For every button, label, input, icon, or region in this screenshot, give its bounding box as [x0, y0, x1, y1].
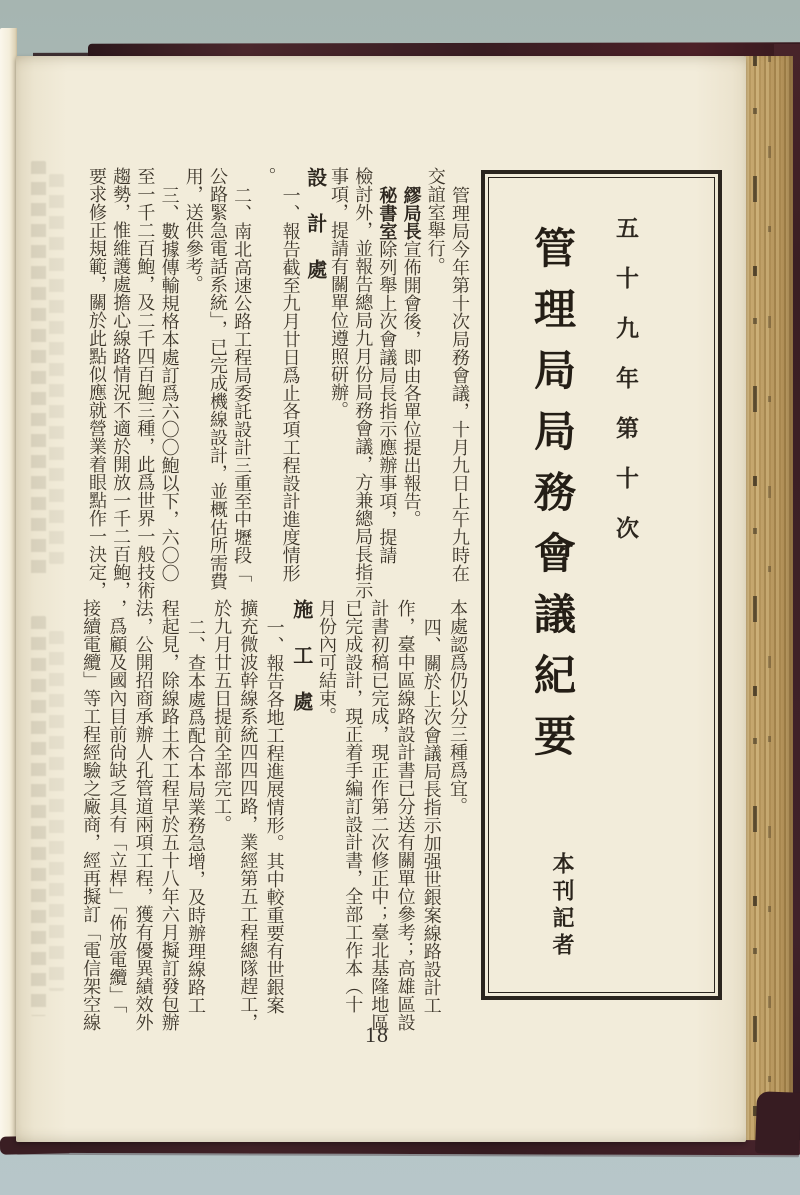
- text-column: 三、數據傳輸規格本處訂爲六〇〇鮑以下，六〇〇: [159, 186, 180, 582]
- article-byline: 本刊記者: [550, 852, 575, 960]
- text-column: 於九月廿五日提前全部完工。: [212, 599, 233, 833]
- page-number: 18: [365, 1022, 389, 1047]
- previous-page-edge: [0, 28, 17, 1144]
- text-column: 法，公開招商承辦人孔管道兩項工程，獲有優異績效外: [133, 599, 154, 1031]
- text-column: 接續電纜」等工程經驗之廠商，經再擬訂「電信架空線: [81, 599, 102, 1031]
- text-column: 公路緊急電話系統」，已完成機線設計，並概估所需費: [207, 167, 228, 590]
- speaker-name: 秘書室: [377, 186, 398, 240]
- section-header: 施工處: [289, 599, 312, 737]
- text-column: 管理局今年第十次局務會議，十月九日上午九時在: [450, 186, 470, 582]
- text-column: 事項，提請有關單位遵照研辦。: [328, 167, 349, 419]
- article-subtitle: 五十九年第十次: [613, 216, 638, 566]
- text-column: 。: [256, 167, 277, 185]
- bleed-through-text: [49, 174, 64, 564]
- book-cover-corner: [755, 1091, 800, 1154]
- text-column: 四、關於上次會議局長指示加强世銀案線路設計工: [421, 618, 442, 1014]
- upper-text-block: [84, 167, 472, 609]
- bleed-through-text: [49, 631, 64, 991]
- text-column: 繆局長宣佈開會後，即由各單位提出報告。: [401, 186, 422, 528]
- text-column: 已完成設計，現正着手編訂設計書，全部工作本（十: [343, 599, 364, 1013]
- text-column: 一、報告截至九月廿日爲止各項工程設計進度情形: [280, 186, 301, 582]
- text-column: 秘書室除列舉上次會議局長指示應辦事項，提請: [377, 186, 398, 564]
- text-column: 趨勢，惟維護處擔心線路情況不適於開放一千二百鮑，: [111, 167, 132, 599]
- text-column: 本處認爲仍以分三種爲宜。: [448, 599, 468, 815]
- text-column: 二、南北高速公路工程局委託設計三重至中壢段「: [232, 186, 253, 582]
- text-column: 要求修正規範，關於此點似應就營業着眼點作一決定，: [86, 167, 107, 599]
- text-column: ，爲顧及國內目前尙缺乏具有「立桿」「佈放電纜」「: [107, 599, 128, 1013]
- article-title-box: [481, 170, 722, 1000]
- text-column: 計書初稿已完成，現正作第二次修正中；臺北基隆地區: [369, 599, 390, 1031]
- article-title: 管理局局務會議紀要: [528, 226, 574, 775]
- lower-text-block: [77, 599, 471, 1054]
- text-column: 擴充微波幹線系統四四四路，業經第五工程總隊趕工，: [238, 599, 259, 1031]
- text-column: 一、報告各地工程進展情形。其中較重要有世銀案: [264, 618, 285, 1014]
- text-column: 檢討外，並報告總局九月份局務會議，方兼總局長指示: [353, 167, 374, 599]
- text-column: 作，臺中區線路設計書已分送有關單位參考；高雄區設: [395, 599, 416, 1031]
- scanned-page: [16, 56, 746, 1142]
- speaker-name: 繆局長: [401, 186, 422, 240]
- text-column: 交誼室舉行。: [425, 167, 446, 275]
- text-column: 程起見，除線路土木工程早於五十八年六月擬訂發包辦: [159, 599, 180, 1031]
- bleed-through-text: [31, 616, 46, 1016]
- text-column: 月份內可結束。: [316, 599, 337, 725]
- page-stack-edge: [745, 56, 793, 1142]
- text-column: 用，送供參考。: [183, 167, 204, 293]
- text-column: 至一千二百鮑，及二千四百鮑三種，此爲世界一般技術: [135, 167, 156, 599]
- bleed-through-text: [31, 161, 46, 581]
- text-column: 二、查本處爲配合本局業務急增，及時辦理線路工: [185, 618, 206, 1014]
- section-header: 設計處: [303, 167, 326, 305]
